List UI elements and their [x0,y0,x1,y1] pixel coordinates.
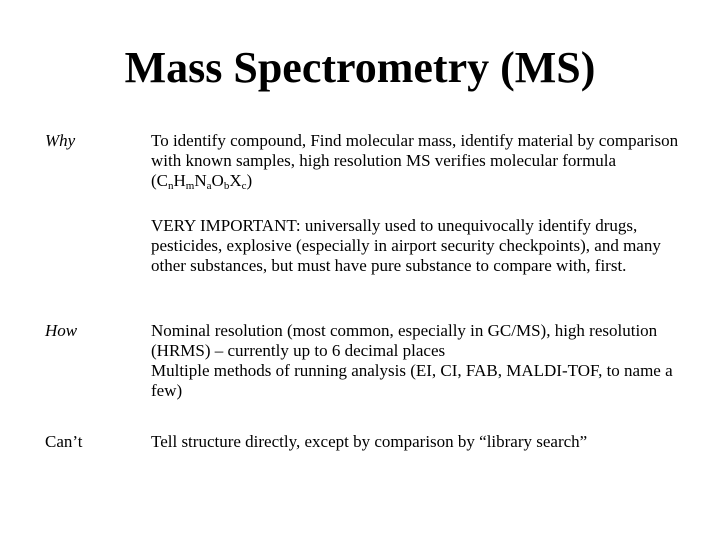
why-content [151,131,691,276]
formula-subscript: c [241,180,247,192]
formula-element: N [194,171,207,190]
how-label: How [45,321,78,340]
formula-element: C [156,171,169,190]
molecular-formula [157,171,247,190]
formula-subscript: n [168,180,174,192]
formula-element: H [173,171,186,190]
cant-paragraph-1: Tell structure directly, except by comparison by “library search” [151,432,588,451]
slide-title: Mass Spectrometry (MS) [124,43,596,92]
formula-element: X [229,171,242,190]
formula-subscript: a [206,180,212,192]
why-paragraph-2: VERY IMPORTANT: universally used to unequivocally identify drugs, pesticides, explosive (especially in airport security checkpoints), and many other substances, but must have pure substance to compare with, first. [151,216,661,275]
why-label: Why [45,131,76,150]
formula-subscript: b [223,180,230,192]
why-paragraph-1-text: To identify compound, Find molecular mass, identify material by comparison with known samples, high resolution MS verifies molecular formula ( [151,131,679,190]
how-content [151,321,691,401]
how-paragraph-2: Multiple methods of running analysis (EI, CI, FAB, MALDI-TOF, to name a few) [151,361,673,400]
why-paragraph-1 [151,131,691,191]
formula-subscript: m [185,180,195,192]
cant-content [151,432,691,452]
how-paragraph-1: Nominal resolution (most common, especially in GC/MS), high resolution (HRMS) – currently up to 6 decimal places [151,321,658,360]
formula-close: ) [246,171,253,190]
formula-element: O [211,171,224,190]
cant-label: Can’t [45,432,83,451]
